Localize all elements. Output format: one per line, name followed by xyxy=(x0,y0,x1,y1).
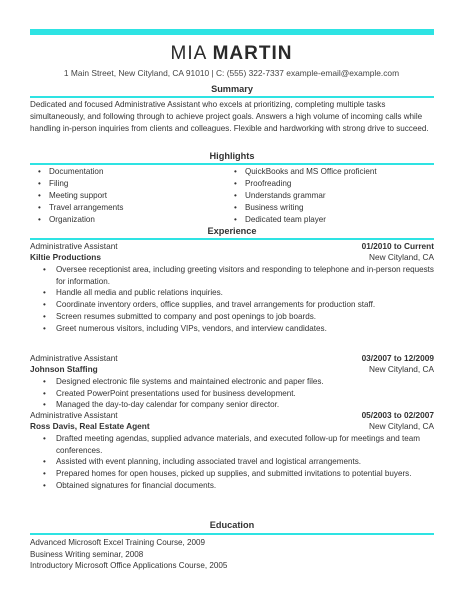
education-item: Advanced Microsoft Excel Training Course, 2009 xyxy=(30,538,206,547)
job-bullets xyxy=(30,376,434,411)
job-location: New Cityland, CA xyxy=(368,252,434,262)
highlight-item: • Meeting support xyxy=(30,190,123,202)
job-title: Administrative Assistant xyxy=(30,410,118,420)
highlight-item: • Organization xyxy=(30,214,123,226)
job-company: Johnson Staffing xyxy=(30,364,98,374)
highlight-item: • Documentation xyxy=(30,166,123,178)
job-title: Administrative Assistant xyxy=(30,241,118,251)
job-location: New Cityland, CA xyxy=(368,421,434,431)
job-bullet: • Oversee receptionist area, including greeting visitors and responding to telephone and in-person requests for information. xyxy=(30,264,434,287)
education-heading: Education xyxy=(209,520,255,530)
job-bullet: • Designed electronic file systems and maintained electronic and paper files. xyxy=(30,376,434,388)
job-dates: 03/2007 to 12/2009 xyxy=(361,353,434,363)
job-bullet: • Assisted with event planning, including associated travel and logistical arrangements. xyxy=(30,456,434,468)
candidate-name xyxy=(0,43,463,65)
highlight-item: • Dedicated team player xyxy=(226,214,377,226)
job-bullet: • Created PowerPoint presentations used for business development. xyxy=(30,388,434,400)
job-dates: 01/2010 to Current xyxy=(361,241,434,251)
experience-rule xyxy=(30,238,434,240)
job-title: Administrative Assistant xyxy=(30,353,118,363)
job-company: Ross Davis, Real Estate Agent xyxy=(30,421,150,431)
summary-rule xyxy=(30,96,434,98)
highlight-item: • Proofreading xyxy=(226,178,377,190)
highlights-right-list xyxy=(226,166,377,226)
job-bullet: • Handle all media and public relations inquiries. xyxy=(30,287,434,299)
summary-text: Dedicated and focused Administrative Assistant who excels at prioritizing, completing multiple tasks simultaneously, and following through to achieve project goals. Answers a high volume of incoming calls while handling in-person inquiries from clients and colleagues. Flexible and hardworking with strong drive to succeed. xyxy=(30,100,429,133)
job-bullet: • Greet numerous visitors, including VIPs, vendors, and interview candidates. xyxy=(30,323,434,335)
education-list xyxy=(30,537,434,572)
first-name: MIA xyxy=(170,43,207,64)
highlight-item: • Travel arrangements xyxy=(30,202,123,214)
experience-heading: Experience xyxy=(207,226,257,236)
highlights-rule xyxy=(30,163,434,165)
job-bullet: • Drafted meeting agendas, supplied advance materials, and executed follow-up for meetings and team conferences. xyxy=(30,433,434,456)
highlight-item: • Understands grammar xyxy=(226,190,377,202)
highlight-item: • Business writing xyxy=(226,202,377,214)
job-location: New Cityland, CA xyxy=(368,364,434,374)
job-dates: 05/2003 to 02/2007 xyxy=(361,410,434,420)
education-item: Introductory Microsoft Office Applications Course, 2005 xyxy=(30,561,228,571)
last-name: MARTIN xyxy=(212,43,293,64)
highlights-left-list xyxy=(30,166,123,226)
job-bullet: • Screen resumes submitted to company and post openings to job boards. xyxy=(30,311,434,323)
job-bullet: • Prepared homes for open houses, picked up supplies, and submitted invitations to potential buyers. xyxy=(30,468,434,480)
job-bullet: • Obtained signatures for financial documents. xyxy=(30,480,434,492)
job-company: Kiltie Productions xyxy=(30,252,101,262)
education-rule xyxy=(30,533,434,535)
education-item: Business Writing seminar, 2008 xyxy=(30,549,144,559)
job-bullet: • Managed the day-to-day calendar for company senior director. xyxy=(30,399,434,411)
contact-line: 1 Main Street, New Cityland, CA 91010 | C: (555) 322-7337 example-email@example.com xyxy=(63,68,400,78)
job-bullet: • Coordinate inventory orders, office supplies, and travel arrangements for production staff. xyxy=(30,299,434,311)
highlights-heading: Highlights xyxy=(209,151,255,161)
summary-heading: Summary xyxy=(211,84,253,94)
job-bullets xyxy=(30,433,434,492)
job-bullets xyxy=(30,264,434,334)
highlight-item: • QuickBooks and MS Office proficient xyxy=(226,166,377,178)
top-accent-bar xyxy=(30,29,434,35)
highlight-item: • Filing xyxy=(30,178,123,190)
